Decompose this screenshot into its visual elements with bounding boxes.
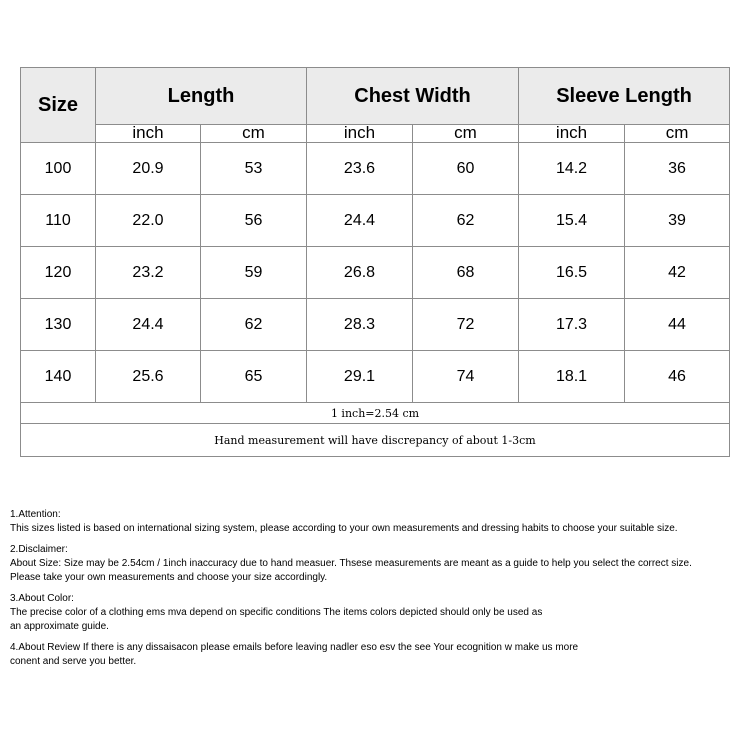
sleeve-inch-cell: 18.1 (519, 351, 625, 403)
chest-inch-cell: 23.6 (307, 143, 413, 195)
length-inch-cell: 23.2 (96, 247, 201, 299)
length-cm-cell: 59 (201, 247, 307, 299)
size-cell: 120 (21, 247, 96, 299)
review-line: 4.About Review If there is any dissaisacon please emails before leaving nadler eso esv the see Your ecognition w make us more (10, 642, 579, 653)
length-inch-cell: 24.4 (96, 299, 201, 351)
table-row (21, 299, 730, 351)
unit-row (21, 125, 730, 143)
sleeve-inch-cell: 15.4 (519, 195, 625, 247)
unit-cell: inch (307, 125, 413, 143)
unit-cell: inch (96, 125, 201, 143)
chest-cm-cell: 74 (413, 351, 519, 403)
disclaimer-title: 2.Disclaimer: (10, 544, 68, 555)
discrepancy-note-row (21, 424, 730, 457)
disclaimer-line: About Size: Size may be 2.54cm / 1inch inaccuracy due to hand measuer. Thsese measurements are meant as a guide to help you select the correct size. (10, 558, 692, 569)
unit-cell: cm (201, 125, 307, 143)
disclaimer-section (10, 543, 745, 585)
sleeve-cm-cell: 46 (625, 351, 730, 403)
length-cm-cell: 53 (201, 143, 307, 195)
attention-title: 1.Attention: (10, 509, 61, 520)
chest-inch-cell: 28.3 (307, 299, 413, 351)
review-section (10, 641, 745, 669)
size-cell: 110 (21, 195, 96, 247)
sleeve-cm-cell: 44 (625, 299, 730, 351)
attention-section (10, 508, 745, 536)
color-section (10, 592, 745, 634)
conversion-note-row (21, 403, 730, 424)
unit-cell: cm (413, 125, 519, 143)
length-cm-cell: 65 (201, 351, 307, 403)
table-header-row (21, 68, 730, 125)
table-row (21, 195, 730, 247)
size-cell: 100 (21, 143, 96, 195)
length-inch-cell: 25.6 (96, 351, 201, 403)
color-line: an approximate guide. (10, 621, 109, 632)
length-cm-cell: 62 (201, 299, 307, 351)
length-inch-cell: 20.9 (96, 143, 201, 195)
sleeve-length-header: Sleeve Length (519, 68, 730, 125)
table-row (21, 351, 730, 403)
chest-cm-cell: 62 (413, 195, 519, 247)
chest-inch-cell: 26.8 (307, 247, 413, 299)
conversion-note: 1 inch=2.54 cm (21, 403, 730, 424)
sleeve-cm-cell: 42 (625, 247, 730, 299)
unit-cell: cm (625, 125, 730, 143)
chest-cm-cell: 60 (413, 143, 519, 195)
length-inch-cell: 22.0 (96, 195, 201, 247)
review-line: conent and serve you better. (10, 656, 137, 667)
sleeve-inch-cell: 14.2 (519, 143, 625, 195)
size-cell: 130 (21, 299, 96, 351)
sleeve-cm-cell: 39 (625, 195, 730, 247)
length-cm-cell: 56 (201, 195, 307, 247)
info-section (10, 508, 745, 676)
table-row (21, 247, 730, 299)
chest-inch-cell: 29.1 (307, 351, 413, 403)
length-header: Length (96, 68, 307, 125)
chest-width-header: Chest Width (307, 68, 519, 125)
color-line: The precise color of a clothing ems mva depend on specific conditions The items colors depicted should only be used as (10, 607, 543, 618)
attention-text: This sizes listed is based on international sizing system, please according to your own measurements and dressing habits to choose your suitable size. (10, 523, 678, 534)
unit-cell: inch (519, 125, 625, 143)
size-chart-table (20, 67, 730, 457)
sleeve-inch-cell: 16.5 (519, 247, 625, 299)
sleeve-inch-cell: 17.3 (519, 299, 625, 351)
size-header: Size (21, 68, 96, 143)
size-cell: 140 (21, 351, 96, 403)
disclaimer-line: Please take your own measurements and choose your size accordingly. (10, 572, 328, 583)
chest-cm-cell: 72 (413, 299, 519, 351)
table-row (21, 143, 730, 195)
chest-cm-cell: 68 (413, 247, 519, 299)
chest-inch-cell: 24.4 (307, 195, 413, 247)
sleeve-cm-cell: 36 (625, 143, 730, 195)
color-title: 3.About Color: (10, 593, 74, 604)
discrepancy-note: Hand measurement will have discrepancy of about 1-3cm (21, 424, 730, 457)
